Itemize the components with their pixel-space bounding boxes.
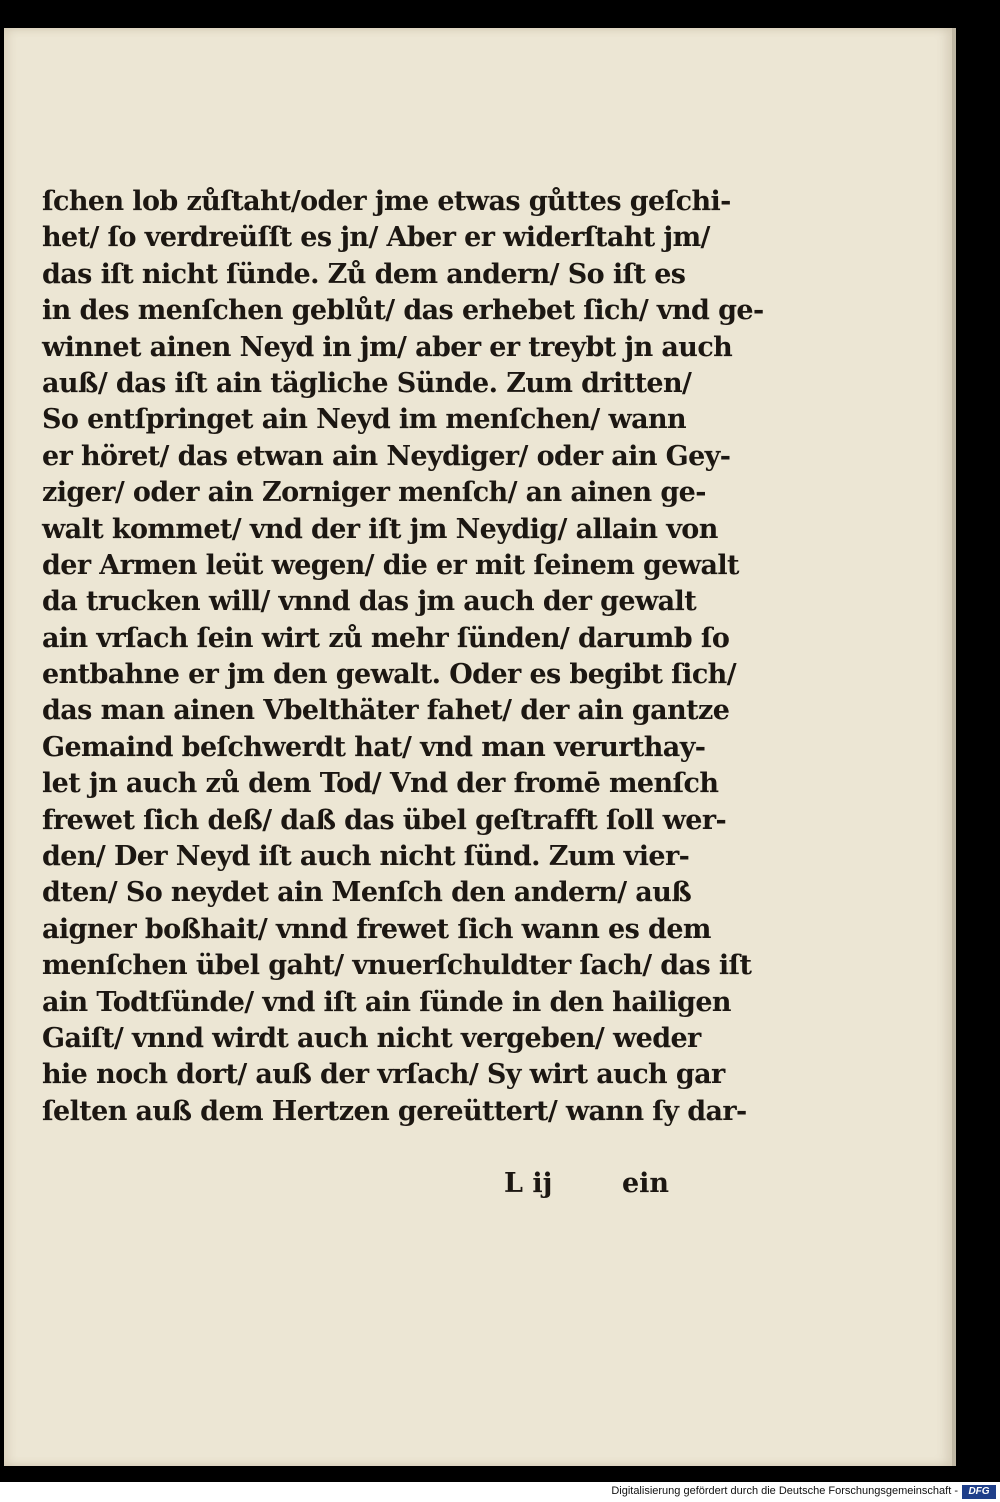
text-line: let jn auch zů dem Tod/ Vnd der fromē menſch xyxy=(42,768,719,800)
text-line: da trucken will/ vnnd das jm auch der gewalt xyxy=(42,586,697,618)
book-page xyxy=(4,28,954,1466)
text-line: dten/ So neydet ain Menſch den andern/ auß xyxy=(42,877,692,909)
text-line: aigner boßhait/ vnnd frewet ſich wann es dem xyxy=(42,913,711,945)
text-line: ſchen lob zůſtaht/oder jme etwas gůttes geſchi- xyxy=(42,186,731,217)
text-line: winnet ainen Neyd in jm/ aber er treybt jn auch xyxy=(42,331,733,363)
text-line: Gemaind beſchwerdt hat/ vnd man verurthay- xyxy=(42,731,706,763)
text-line: walt kommet/ vnd der iſt jm Neydig/ allain von xyxy=(42,513,718,545)
text-line: ain Todtſünde/ vnd iſt ain ſünde in den hailigen xyxy=(42,986,731,1018)
text-line: das man ainen Vbelthäter fahet/ der ain gantze xyxy=(42,695,730,727)
text-line: menſchen übel gaht/ vnuerſchuldter ſach/ das iſt xyxy=(42,950,752,982)
text-line: er höret/ das etwan ain Neydiger/ oder ain Gey- xyxy=(42,440,731,472)
text-line: Gaiſt/ vnnd wirdt auch nicht vergeben/ weder xyxy=(42,1022,701,1054)
footer-bar xyxy=(0,1482,1000,1502)
page-edge xyxy=(952,28,956,1466)
page-text-block xyxy=(42,184,764,1130)
text-line: in des menſchen geblůt/ das erhebet ſich/ vnd ge- xyxy=(42,295,764,327)
text-line: der Armen leüt wegen/ die er mit ſeinem gewalt xyxy=(42,549,739,581)
text-line: das iſt nicht ſünde. Zů dem andern/ So iſt es xyxy=(42,258,686,290)
text-line: den/ Der Neyd iſt auch nicht ſünd. Zum vier- xyxy=(42,841,690,873)
text-line: ain vrſach ſein wirt zů mehr ſünden/ darumb ſo xyxy=(42,622,730,654)
signature-line xyxy=(504,1168,704,1208)
text-line: entbahne er jm den gewalt. Oder es begibt ſich/ xyxy=(42,659,736,691)
funding-credit: Digitalisierung gefördert durch die Deutsche Forschungsgemeinschaft - xyxy=(611,1485,958,1497)
text-line: auß/ das iſt ain tägliche Sünde. Zum dritten/ xyxy=(42,367,692,399)
signature-mark: L ij xyxy=(504,1168,553,1199)
text-line: hie noch dort/ auß der vrſach/ Sy wirt auch gar xyxy=(42,1059,725,1091)
dfg-logo: DFG xyxy=(962,1485,996,1499)
text-line: So entſpringet ain Neyd im menſchen/ wann xyxy=(42,404,687,436)
text-line: ziger/ oder ain Zorniger menſch/ an ainen ge- xyxy=(42,477,706,509)
catchword: ein xyxy=(622,1168,670,1199)
text-line: het/ ſo verdreüſſt es jn/ Aber er widerſtaht jm/ xyxy=(42,222,710,254)
text-line: ſelten auß dem Hertzen gereüttert/ wann ſy dar- xyxy=(42,1095,747,1127)
text-line: frewet ſich deß/ daß das übel geſtrafft ſoll wer- xyxy=(42,804,727,836)
